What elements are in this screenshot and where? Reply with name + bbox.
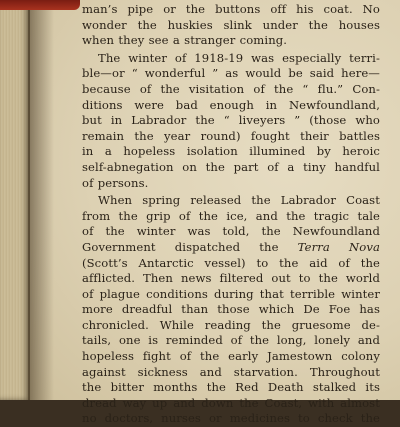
text-line: of persons. (82, 175, 149, 190)
page-text (82, 2, 380, 427)
text-line: chronicled. While reading the gruesome de- (82, 317, 380, 332)
ship-name: Terra Nova (297, 239, 380, 254)
bookmark-ribbon (0, 0, 80, 10)
text-line: dread way up and down the Coast, with almost (82, 395, 380, 410)
text-line: when they see a stranger coming. (82, 33, 288, 48)
text-line: because of the visitation of the “ flu.” Con- (82, 81, 380, 96)
text-line: afflicted. Then news filtered out to the world (82, 271, 380, 286)
text-line: self-abnegation on the part of a tiny handful (82, 159, 380, 174)
text-line: The winter of 1918-19 was especially terri- (98, 50, 380, 65)
text-line: hopeless fight of the early Jamestown colony (82, 349, 380, 364)
text-line: wonder the huskies slink under the houses (82, 17, 380, 32)
text-fragment: Government dispatched the (82, 239, 298, 254)
text-line: ditions were bad enough in Newfoundland, (82, 97, 380, 112)
text-line: of plague conditions during that terrible winter (82, 286, 380, 301)
text-line: more dreadful than those which De Foe has (82, 302, 380, 317)
text-line (82, 240, 380, 256)
text-line: but in Labrador the “ liveyers ” (those who (82, 113, 380, 128)
text-line: When spring released the Labrador Coast (98, 193, 380, 208)
text-line: from the grip of the ice, and the tragic tale (82, 208, 380, 223)
page-edges (0, 0, 30, 400)
text-line: (Scott’s Antarctic vessel) to the aid of the (82, 255, 380, 270)
text-line: ble—or “ wonderful ” as would be said here— (82, 66, 380, 81)
text-line: the bitter months the Red Death stalked its (82, 380, 380, 395)
text-line: against sickness and starvation. Throughout (82, 364, 380, 379)
text-line: tails, one is reminded of the long, lonely and (82, 333, 380, 348)
text-line: no doctors, nurses or medicines to check the (82, 411, 380, 426)
text-line: of the winter was told, the Newfoundland (82, 224, 380, 239)
text-line: in a hopeless isolation illumined by heroic (82, 144, 380, 159)
text-line: man’s pipe or the buttons off his coat. No (82, 2, 380, 16)
text-line: remain the year round) fought their battles (82, 128, 380, 143)
